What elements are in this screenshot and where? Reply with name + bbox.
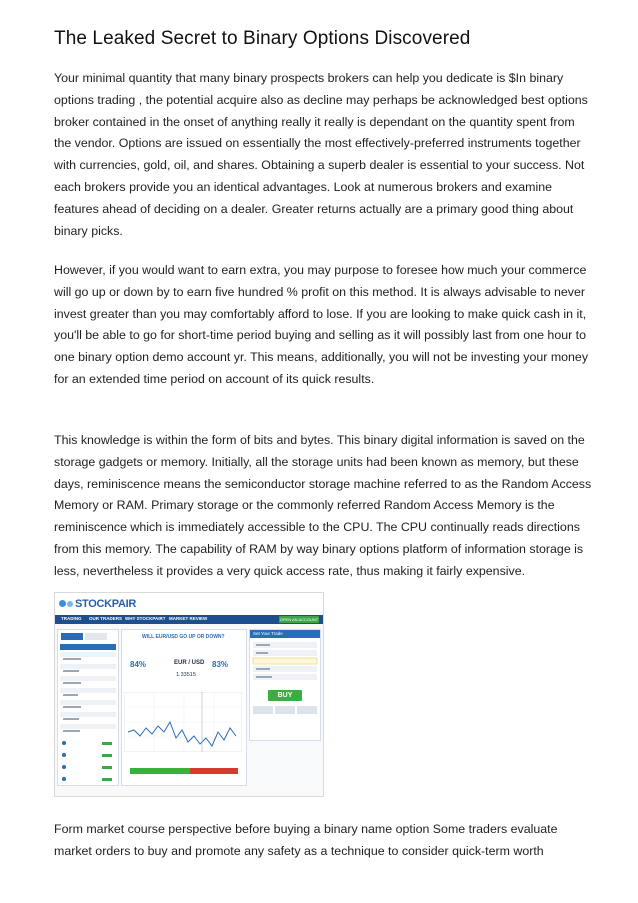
- platform-header: [55, 593, 323, 615]
- currency-pair: EUR / USD: [174, 660, 205, 666]
- page-title: The Leaked Secret to Binary Options Discovered: [54, 28, 471, 49]
- up-percentage: 84%: [130, 660, 147, 669]
- sentiment-bar: [130, 768, 238, 774]
- price-chart: [124, 692, 242, 752]
- nav-why-stockpair: WHY STOCKPAIR?: [125, 616, 166, 621]
- trade-question: WILL EUR/USD GO UP OR DOWN?: [142, 634, 225, 640]
- asset-sidebar: [57, 629, 119, 786]
- open-account-button: OPEN AN ACCOUNT: [279, 617, 319, 622]
- paragraph-3: This knowledge is within the form of bits and bytes. This binary digital information is saved on the storage gadgets or memory. Initially, all the storage units had been known as memory, but these days, reminiscence means the semiconductor storage machine referred to as the Random Access Memory or RAM. Primary storage or the commonly referred Random Access Memory is the reminiscence which is immediately accessible to the CPU. The CPU continually reads directions from this memory. The capability of RAM by way binary options platform of information storage is less, nevertheless it provides a very quick access rate, thus making it fairly expensive.: [54, 433, 592, 578]
- nav-trading: TRADING: [61, 616, 82, 621]
- paragraph-1: Your minimal quantity that many binary prospects brokers can help you dedicate is $In binary options trading , the potential acquire also as decline may perhaps be acknowledged best options broker contained in the onset of anything really it really is dependant on the quantity spent from the vendor. Options are issued on essentially the most effectively-preferred instruments together with currencies, gold, oil, and shares. Obtaining a superb dealer is essential to your success. Not each brokers provide you an identical advantages. Look at numerous brokers and examine features ahead of deciding on a dealer. Greater returns actually are a primary good thing about binary picks.: [54, 71, 588, 238]
- nav-market-review: MARKET REVIEW: [169, 616, 208, 621]
- paragraph-4: Form market course perspective before buying a binary name option Some traders evaluate market orders to buy and promote any safety as a technique to consider quick-term worth: [54, 822, 558, 858]
- trade-panel: [249, 629, 321, 741]
- buy-button: BUY: [268, 690, 302, 701]
- trade-form-graphic: [250, 630, 320, 740]
- logo-text: STOCKPAIR: [75, 598, 137, 610]
- down-percentage: 83%: [212, 660, 229, 669]
- logo-dot-icon: [59, 600, 66, 607]
- embedded-trading-platform-screenshot: [54, 592, 324, 797]
- trading-main-panel: [121, 629, 247, 786]
- trade-panel-title: Set Your Trade: [250, 630, 320, 638]
- current-price: 1.33515: [176, 672, 196, 678]
- paragraph-2: However, if you would want to earn extra, you may purpose to foresee how much your commerce will go up or down by to earn five hundred % profit on this method. It is always advisable to never invest greater than you may comfortably afford to lose. If you are looking to make quick cash in it, you'll be able to go for short-time period buying and selling as it will possibly last from one hour to one binary option demo account yr. This means, additionally, you will not be investing your money for an extended time period on account of its quick results.: [54, 263, 589, 386]
- stockpair-logo: [59, 598, 136, 610]
- logo-dot-small-icon: [67, 601, 73, 607]
- asset-list-graphic: [58, 630, 118, 785]
- nav-our-traders: OUR TRADERS: [89, 616, 123, 621]
- platform-nav: [55, 615, 323, 624]
